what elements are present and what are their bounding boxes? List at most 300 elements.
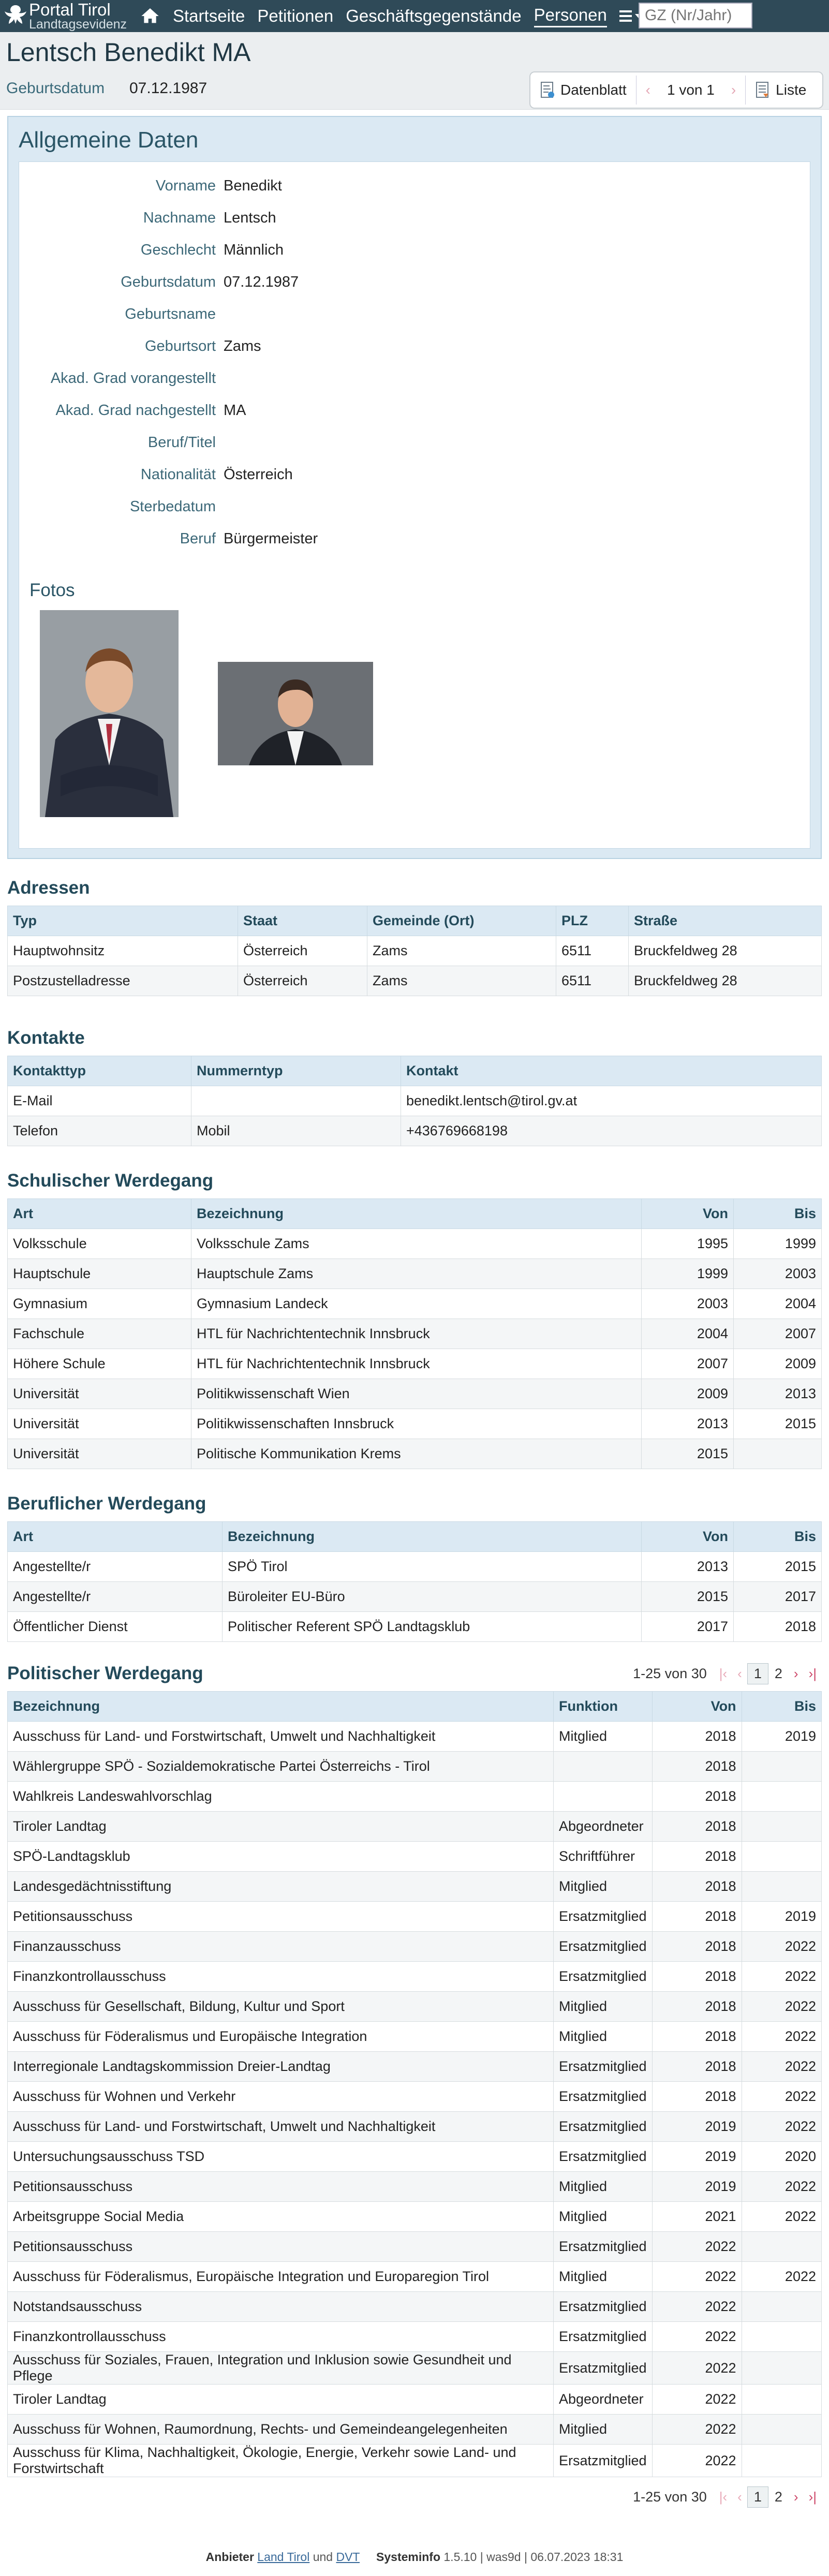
table-cell [554, 1752, 653, 1782]
table-cell: 2004 [642, 1319, 734, 1349]
field-row [19, 498, 795, 519]
person-silhouette-icon [218, 662, 373, 765]
table-cell: Höhere Schule [8, 1349, 191, 1379]
field-row [19, 434, 795, 455]
table-cell: Mitglied [554, 2172, 653, 2202]
column-header[interactable]: Typ [8, 906, 238, 936]
table-cell: 2018 [652, 1872, 742, 1902]
table-cell: 2022 [742, 2052, 821, 2082]
field-row [19, 306, 795, 327]
chevron-right-icon: › [793, 1666, 798, 1681]
table-cell: Wahlkreis Landeswahlvorschlag [8, 1782, 554, 1812]
page-1-button[interactable]: 1 [747, 2486, 768, 2508]
table-row[interactable] [8, 1349, 822, 1379]
table-cell: Öffentlicher Dienst [8, 1612, 223, 1642]
field-value: Lentsch [224, 210, 276, 226]
field-label: Geschlecht [140, 242, 216, 258]
table-cell: Österreich [238, 966, 367, 996]
home-icon [140, 6, 160, 26]
table-cell: Bruckfeldweg 28 [629, 936, 822, 966]
table-cell: 2019 [742, 1902, 821, 1932]
field-row [19, 338, 795, 359]
table-cell: 2022 [652, 2292, 742, 2322]
portrait-photo-2[interactable] [218, 662, 373, 765]
table-row[interactable] [8, 1552, 822, 1582]
table-row[interactable] [8, 2112, 822, 2142]
career-table [7, 1521, 822, 1642]
field-value: Benedikt [224, 177, 282, 194]
political-table [7, 1691, 822, 2477]
table-row[interactable] [8, 1379, 822, 1409]
table-cell: Mitglied [554, 1722, 653, 1752]
table-cell: Volksschule Zams [191, 1229, 642, 1259]
field-label: Akad. Grad nachgestellt [55, 402, 216, 419]
table-cell: Ersatzmitglied [554, 2052, 653, 2082]
table-cell: 2018 [652, 1962, 742, 1992]
table-cell [742, 2322, 821, 2352]
next-page-button[interactable] [789, 1666, 804, 1682]
table-row[interactable] [8, 2415, 822, 2445]
table-cell: 2022 [652, 2352, 742, 2385]
field-label: Sterbedatum [129, 498, 216, 515]
field-label: Nationalität [140, 466, 216, 483]
field-label: Beruf [180, 530, 216, 547]
political-pager-bottom-wrap [7, 2477, 822, 2513]
table-cell: Universität [8, 1379, 191, 1409]
table-cell: 2022 [742, 1992, 821, 2022]
general-data-panel [7, 116, 822, 859]
portrait-photo-1[interactable] [40, 610, 179, 817]
table-cell: Hauptwohnsitz [8, 936, 238, 966]
table-cell: Ersatzmitglied [554, 1932, 653, 1962]
last-page-button[interactable] [804, 1666, 822, 1682]
table-cell [554, 1782, 653, 1812]
table-cell: Mobil [191, 1116, 401, 1146]
table-cell: Ausschuss für Gesellschaft, Bildung, Kultur und Sport [8, 1992, 554, 2022]
school-section [7, 1171, 822, 1469]
table-cell: Universität [8, 1439, 191, 1469]
field-label: Nachname [143, 210, 216, 226]
field-value: 07.12.1987 [224, 274, 299, 290]
column-header[interactable]: Art [8, 1522, 223, 1552]
nav-personen-label: Personen [534, 5, 607, 27]
table-cell: Ausschuss für Wohnen und Verkehr [8, 2082, 554, 2112]
table-cell: 1999 [734, 1229, 822, 1259]
table-row[interactable] [8, 1842, 822, 1872]
table-cell: 1999 [642, 1259, 734, 1289]
table-cell: Mitglied [554, 2022, 653, 2052]
table-cell: Zams [367, 966, 556, 996]
liste-button[interactable] [746, 72, 816, 108]
top-navigation [0, 0, 829, 32]
last-page-icon: ›| [808, 1666, 817, 1681]
field-row [19, 274, 795, 294]
table-cell: 2022 [742, 2202, 821, 2232]
table-cell: 2017 [734, 1582, 822, 1612]
table-cell: 2021 [652, 2202, 742, 2232]
table-cell: Petitionsausschuss [8, 2232, 554, 2262]
first-page-button[interactable] [714, 1666, 732, 1682]
home-button[interactable] [134, 0, 167, 32]
field-row [19, 177, 795, 198]
table-row[interactable] [8, 2445, 822, 2477]
table-row[interactable] [8, 1229, 822, 1259]
nav-personen[interactable] [528, 0, 613, 32]
systeminfo-label: Systeminfo [376, 2550, 440, 2564]
table-cell: 2022 [742, 2112, 821, 2142]
table-row[interactable] [8, 1319, 822, 1349]
pager-info: 1-25 von 30 [633, 1666, 707, 1681]
field-label: Geburtsort [145, 338, 216, 354]
column-header[interactable]: Bezeichnung [223, 1522, 642, 1552]
table-cell [742, 1842, 821, 1872]
table-cell: Ausschuss für Föderalismus, Europäische Integration und Europaregion Tirol [8, 2262, 554, 2292]
column-header[interactable]: Bis [742, 1692, 821, 1722]
table-row[interactable] [8, 1932, 822, 1962]
table-cell: Ausschuss für Soziales, Frauen, Integration und Inklusion sowie Gesundheit und Pflege [8, 2352, 554, 2385]
column-header[interactable]: Funktion [554, 1692, 653, 1722]
table-cell: Politische Kommunikation Krems [191, 1439, 642, 1469]
table-cell: Ausschuss für Wohnen, Raumordnung, Rechts- und Gemeindeangelegenheiten [8, 2415, 554, 2445]
column-header[interactable]: Bis [734, 1199, 822, 1229]
table-cell: 2015 [734, 1409, 822, 1439]
contacts-section [7, 1028, 822, 1146]
table-row[interactable] [8, 2172, 822, 2202]
person-silhouette-icon [40, 610, 179, 817]
table-row[interactable] [8, 936, 822, 966]
table-cell: Untersuchungsausschuss TSD [8, 2142, 554, 2172]
column-header[interactable]: Bezeichnung [8, 1692, 554, 1722]
table-cell: Telefon [8, 1116, 191, 1146]
table-cell: 2004 [734, 1289, 822, 1319]
field-label: Geburtsname [125, 306, 216, 322]
table-cell [191, 1086, 401, 1116]
column-header[interactable]: Bis [734, 1522, 822, 1552]
table-cell: Postzustelladresse [8, 966, 238, 996]
table-row[interactable] [8, 1259, 822, 1289]
table-cell: Büroleiter EU-Büro [223, 1582, 642, 1612]
nav-geschaeftsgegenstaende[interactable] [339, 0, 527, 32]
table-row[interactable] [8, 1116, 822, 1146]
school-title: Schulischer Werdegang [7, 1171, 214, 1191]
table-cell: 2018 [652, 2082, 742, 2112]
field-row [19, 242, 795, 262]
field-value: Österreich [224, 466, 293, 483]
table-row[interactable] [8, 1782, 822, 1812]
photos-title: Fotos [29, 580, 75, 600]
column-header[interactable]: Nummerntyp [191, 1056, 401, 1086]
contacts-title: Kontakte [7, 1028, 85, 1048]
table-cell: Politikwissenschaft Wien [191, 1379, 642, 1409]
table-cell: Finanzkontrollausschuss [8, 2322, 554, 2352]
chevron-left-icon: ‹ [737, 1666, 742, 1681]
table-cell: 1995 [642, 1229, 734, 1259]
table-cell: Angestellte/r [8, 1552, 223, 1582]
table-cell: SPÖ-Landtagsklub [8, 1842, 554, 1872]
general-data-content [19, 161, 810, 849]
table-cell: 2018 [734, 1612, 822, 1642]
field-label: Akad. Grad vorangestellt [50, 370, 216, 387]
table-row[interactable] [8, 2322, 822, 2352]
table-row[interactable] [8, 2352, 822, 2385]
table-cell: 2022 [742, 1932, 821, 1962]
table-cell: 2018 [652, 1842, 742, 1872]
table-cell: Petitionsausschuss [8, 2172, 554, 2202]
table-cell: Petitionsausschuss [8, 1902, 554, 1932]
page-header [0, 32, 829, 110]
table-cell: 2018 [652, 1722, 742, 1752]
table-cell: 2015 [642, 1582, 734, 1612]
nav-startseite[interactable] [167, 0, 251, 32]
table-cell: 2013 [642, 1552, 734, 1582]
table-cell [742, 2385, 821, 2415]
table-row[interactable] [8, 2232, 822, 2262]
table-cell: Ausschuss für Land- und Forstwirtschaft, Umwelt und Nachhaltigkeit [8, 2112, 554, 2142]
column-header[interactable]: PLZ [556, 906, 629, 936]
nav-petitionen[interactable] [251, 0, 339, 32]
table-cell: Arbeitsgruppe Social Media [8, 2202, 554, 2232]
table-cell: Tiroler Landtag [8, 1812, 554, 1842]
table-cell: Finanzausschuss [8, 1932, 554, 1962]
table-cell: 6511 [556, 936, 629, 966]
column-header[interactable]: Von [652, 1692, 742, 1722]
footer [0, 2550, 829, 2564]
page-1-button[interactable]: 1 [747, 1663, 768, 1684]
table-cell: 2022 [742, 2262, 821, 2292]
brand[interactable] [0, 1, 134, 31]
table-cell [734, 1439, 822, 1469]
datenblatt-label: Datenblatt [560, 82, 627, 98]
table-cell: 2022 [742, 1962, 821, 1992]
first-page-icon: |‹ [719, 2489, 728, 2505]
table-cell: Mitglied [554, 2262, 653, 2292]
table-cell: Schriftführer [554, 1842, 653, 1872]
addresses-section [7, 878, 822, 996]
table-cell: SPÖ Tirol [223, 1552, 642, 1582]
next-page-button[interactable] [789, 2489, 804, 2505]
tirol-eagle-logo [2, 2, 29, 31]
table-cell: Angestellte/r [8, 1582, 223, 1612]
previous-record-button[interactable] [636, 82, 660, 98]
table-row[interactable] [8, 2052, 822, 2082]
general-data-title: Allgemeine Daten [19, 127, 199, 153]
table-cell [742, 2445, 821, 2477]
table-row[interactable] [8, 2385, 822, 2415]
table-cell: Landesgedächtnisstiftung [8, 1872, 554, 1902]
table-cell: Volksschule [8, 1229, 191, 1259]
table-cell: 2009 [734, 1349, 822, 1379]
table-row[interactable] [8, 2202, 822, 2232]
last-page-icon: ›| [808, 2489, 817, 2505]
dvt-link[interactable] [336, 2550, 360, 2564]
table-cell: +436769668198 [401, 1116, 822, 1146]
record-toolbar [529, 71, 823, 109]
table-row[interactable] [8, 2262, 822, 2292]
field-row [19, 402, 795, 423]
record-pager-text: 1 von 1 [667, 82, 715, 98]
table-cell: 2017 [642, 1612, 734, 1642]
table-row[interactable] [8, 2142, 822, 2172]
table-cell: 2022 [652, 2232, 742, 2262]
next-record-button[interactable] [722, 82, 745, 98]
table-cell: Mitglied [554, 2415, 653, 2445]
table-cell: Abgeordneter [554, 2385, 653, 2415]
column-header[interactable]: Art [8, 1199, 191, 1229]
column-header[interactable]: Kontakttyp [8, 1056, 191, 1086]
table-cell: 6511 [556, 966, 629, 996]
table-cell: Ersatzmitglied [554, 1902, 653, 1932]
field-value: Zams [224, 338, 261, 354]
land-tirol-link-text: Land Tirol [257, 2550, 310, 2564]
chevron-right-icon: › [793, 2489, 798, 2505]
table-cell: 2003 [642, 1289, 734, 1319]
table-cell: E-Mail [8, 1086, 191, 1116]
brand-subtitle: Landtagsevidenz [29, 17, 127, 32]
document-icon [540, 81, 555, 99]
table-cell: 2018 [652, 1752, 742, 1782]
table-cell: Finanzkontrollausschuss [8, 1962, 554, 1992]
table-cell: Ersatzmitglied [554, 2292, 653, 2322]
career-section [7, 1493, 822, 1642]
table-cell: 2009 [642, 1379, 734, 1409]
table-row[interactable] [8, 2082, 822, 2112]
field-row [19, 530, 795, 551]
systeminfo-value: 1.5.10 | was9d | 06.07.2023 18:31 [443, 2550, 624, 2564]
table-cell: Politikwissenschaften Innsbruck [191, 1409, 642, 1439]
table-row[interactable] [8, 1582, 822, 1612]
and-text: und [313, 2550, 333, 2564]
table-cell [742, 1752, 821, 1782]
table-row[interactable] [8, 1439, 822, 1469]
table-row[interactable] [8, 2292, 822, 2322]
nav-startseite-label: Startseite [173, 6, 245, 25]
table-cell: HTL für Nachrichtentechnik Innsbruck [191, 1349, 642, 1379]
column-header[interactable]: Straße [629, 906, 822, 936]
field-label: Vorname [155, 177, 216, 194]
pager-info: 1-25 von 30 [633, 2489, 707, 2505]
page-2-button[interactable]: 2 [774, 1666, 782, 1681]
table-cell: Ersatzmitglied [554, 2352, 653, 2385]
table-cell: Notstandsausschuss [8, 2292, 554, 2322]
table-cell: Hauptschule [8, 1259, 191, 1289]
page-2-button[interactable]: 2 [774, 2489, 782, 2505]
column-header[interactable]: Staat [238, 906, 367, 936]
table-cell: Ausschuss für Land- und Forstwirtschaft, Umwelt und Nachhaltigkeit [8, 1722, 554, 1752]
field-value: MA [224, 402, 246, 419]
table-row[interactable] [8, 1992, 822, 2022]
field-label: Geburtsdatum [121, 274, 216, 290]
field-value: Männlich [224, 242, 284, 258]
nav-geschaeftsgegenstaende-label: Geschäftsgegenstände [346, 6, 522, 25]
table-cell: Ersatzmitglied [554, 2322, 653, 2352]
addresses-table [7, 906, 822, 996]
table-cell: Gymnasium [8, 1289, 191, 1319]
brand-title: Portal Tirol [29, 0, 111, 19]
table-cell: Wählergruppe SPÖ - Sozialdemokratische Partei Österreichs - Tirol [8, 1752, 554, 1782]
table-cell: 2018 [652, 2022, 742, 2052]
table-row[interactable] [8, 1872, 822, 1902]
table-cell: 2022 [652, 2262, 742, 2292]
land-tirol-link[interactable] [257, 2550, 309, 2564]
table-row[interactable] [8, 966, 822, 996]
gz-search-input[interactable] [639, 3, 752, 28]
prev-page-button[interactable] [732, 2489, 747, 2505]
table-cell: 2019 [652, 2172, 742, 2202]
column-header[interactable]: Gemeinde (Ort) [367, 906, 556, 936]
column-header[interactable]: Von [642, 1199, 734, 1229]
table-cell [742, 2415, 821, 2445]
table-cell: Hauptschule Zams [191, 1259, 642, 1289]
table-cell: 2018 [652, 1782, 742, 1812]
field-row [19, 210, 795, 230]
table-cell [742, 2292, 821, 2322]
table-row[interactable] [8, 1752, 822, 1782]
table-cell: benedikt.lentsch@tirol.gv.at [401, 1086, 822, 1116]
table-cell [742, 2232, 821, 2262]
provider-label: Anbieter [205, 2550, 254, 2564]
table-cell [742, 2352, 821, 2385]
table-cell: 2022 [652, 2445, 742, 2477]
career-title: Beruflicher Werdegang [7, 1493, 206, 1514]
table-cell: Gymnasium Landeck [191, 1289, 642, 1319]
table-cell: Mitglied [554, 1992, 653, 2022]
table-cell [742, 1812, 821, 1842]
birthdate-label: Geburtsdatum [6, 80, 105, 97]
column-header[interactable]: Kontakt [401, 1056, 822, 1086]
table-cell: Ersatzmitglied [554, 2232, 653, 2262]
field-label: Beruf/Titel [147, 434, 216, 451]
table-row[interactable] [8, 1086, 822, 1116]
dvt-link-text: DVT [336, 2550, 360, 2564]
last-page-button[interactable] [804, 2489, 822, 2505]
table-cell: 2022 [742, 2082, 821, 2112]
table-row[interactable] [8, 1289, 822, 1319]
chevron-left-icon: ‹ [645, 82, 650, 98]
column-header[interactable]: Bezeichnung [191, 1199, 642, 1229]
political-title: Politischer Werdegang [7, 1663, 203, 1683]
table-cell: Ersatzmitglied [554, 2112, 653, 2142]
first-page-button[interactable] [714, 2489, 732, 2505]
addresses-title: Adressen [7, 878, 90, 898]
table-row[interactable] [8, 1409, 822, 1439]
table-cell: Politischer Referent SPÖ Landtagsklub [223, 1612, 642, 1642]
field-value: Bürgermeister [224, 530, 318, 547]
table-row[interactable] [8, 1722, 822, 1752]
prev-page-button[interactable] [732, 1666, 747, 1682]
table-row[interactable] [8, 1962, 822, 1992]
table-row[interactable] [8, 1902, 822, 1932]
column-header[interactable]: Von [642, 1522, 734, 1552]
political-pager-top [633, 1663, 822, 1684]
list-document-icon [755, 81, 771, 99]
political-pager-bottom [633, 2486, 822, 2508]
table-row[interactable] [8, 1612, 822, 1642]
table-row[interactable] [8, 1812, 822, 1842]
table-cell: 2015 [642, 1439, 734, 1469]
liste-label: Liste [776, 82, 807, 98]
table-cell: Ersatzmitglied [554, 1962, 653, 1992]
table-cell: Bruckfeldweg 28 [629, 966, 822, 996]
political-section [7, 1663, 822, 2513]
table-cell: 2019 [652, 2112, 742, 2142]
nav-petitionen-label: Petitionen [257, 6, 334, 25]
table-cell: 2003 [734, 1259, 822, 1289]
table-cell [742, 1782, 821, 1812]
field-row [19, 370, 795, 391]
table-cell: Abgeordneter [554, 1812, 653, 1842]
datenblatt-button[interactable] [530, 72, 636, 108]
table-row[interactable] [8, 2022, 822, 2052]
